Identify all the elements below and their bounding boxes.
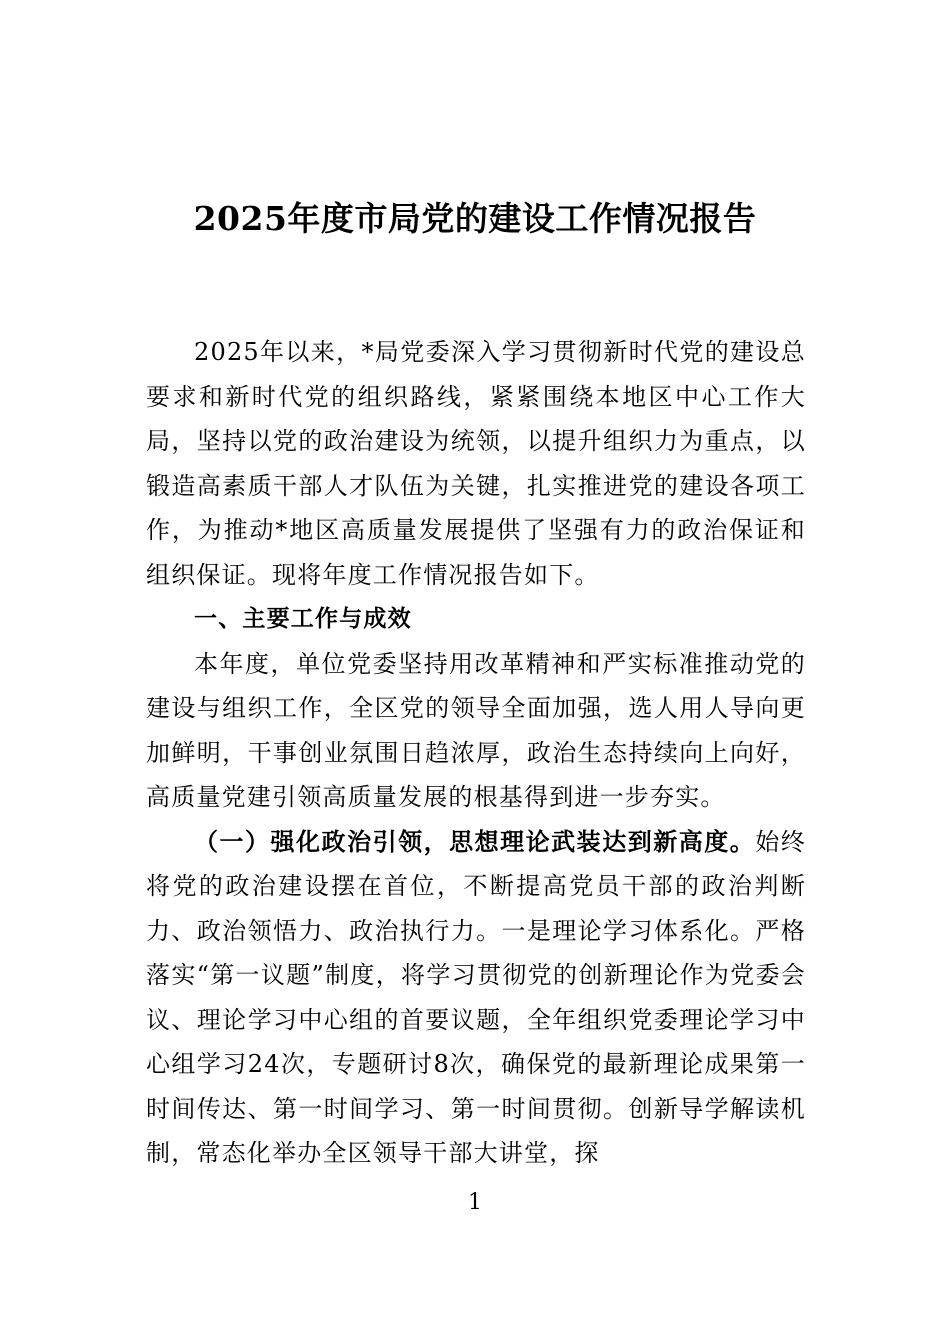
section-heading-main-work: 一、主要工作与成效 (194, 606, 412, 632)
subsection-text-political-guidance: 始终将党的政治建设摆在首位，不断提高党员干部的政治判断力、政治领悟力、政治执行力。一是理论学习体系化。严格落实“第一议题”制度，将学习贯彻党的创新理论作为党委会议、理论学习中心组的首要议题，全年组织党委理论学习中心组学习24次，专题研讨8次，确保党的最新理论成果第一时间传达、第一时间学习、第一时间贯彻。创新导学解读机制，常态化举办全区领导干部大讲堂，探 (146, 827, 806, 1167)
section-paragraph-main-work: 本年度，单位党委坚持用改革精神和严实标准推动党的建设与组织工作，全区党的领导全面加强，选人用人导向更加鲜明，干事创业氛围日趋浓厚，政治生态持续向上向好，高质量党建引领高质量发展的根基得到进一步夯实。 (146, 649, 806, 811)
subsection-paragraph-political-guidance (146, 820, 806, 1176)
document-title: 2025年度市局党的建设工作情况报告 (193, 199, 757, 238)
subsection-heading-political-guidance: （一）强化政治引领，思想理论武装达到新高度。 (194, 826, 756, 856)
page-number: 1 (468, 1190, 482, 1215)
document-body (146, 330, 806, 1176)
intro-paragraph: 2025年以来，*局党委深入学习贯彻新时代党的建设总要求和新时代党的组织路线，紧紧围绕本地区中心工作大局，坚持以党的政治建设为统领，以提升组织力为重点，以锻造高素质干部人才队伍为关键，扎实推进党的建设各项工作，为推动*地区高质量发展提供了坚强有力的政治保证和组织保证。现将年度工作情况报告如下。 (146, 338, 806, 589)
